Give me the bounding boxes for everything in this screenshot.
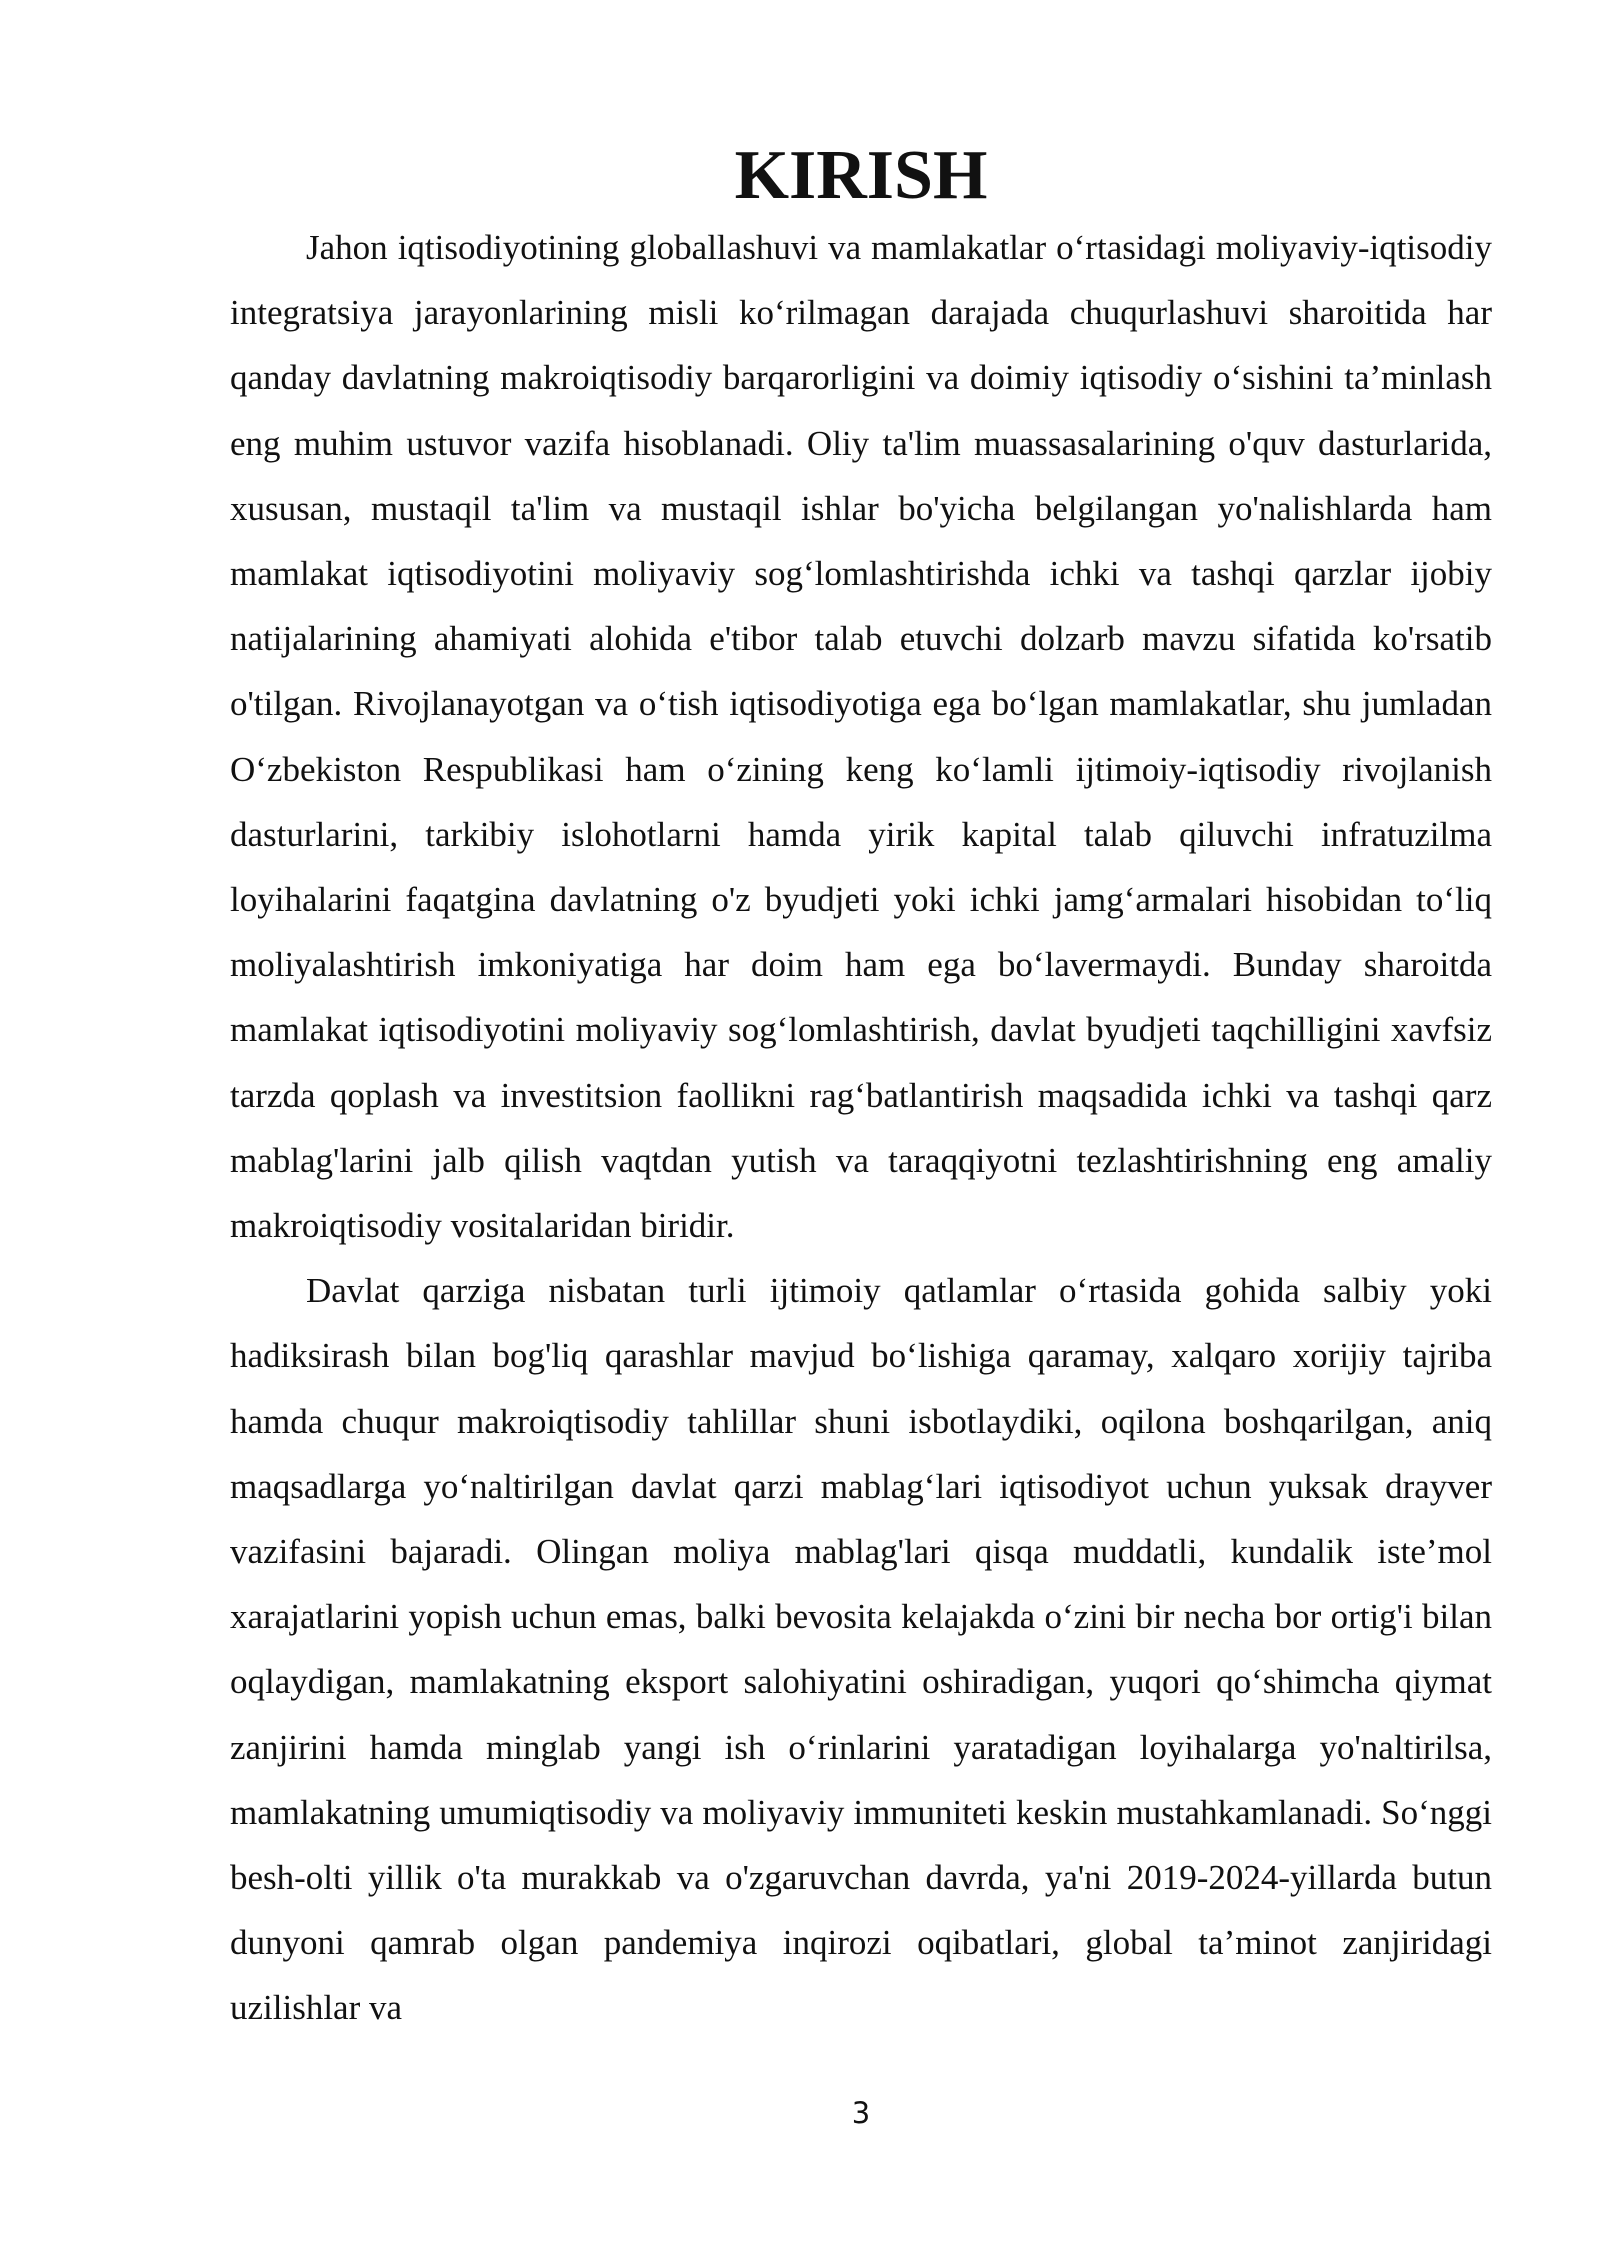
page-number: 3	[851, 2096, 871, 2130]
paragraph-2: Davlat qarziga nisbatan turli ijtimoiy qatlamlar o‘rtasida gohida salbiy yoki hadiksirash bilan bog'liq qarashlar mavjud bo‘lishiga qaramay, xalqaro xorijiy tajriba hamda chuqur makroiqtisodiy tahlillar shuni isbotlaydiki, oqilona boshqarilgan, aniq maqsadlarga yo‘naltirilgan davlat qarzi mablag‘lari iqtisodiyot uchun yuksak drayver vazifasini bajaradi. Olingan moliya mablag'lari qisqa muddatli, kundalik iste’mol xarajatlarini yopish uchun emas, balki bevosita kelajakda o‘zini bir necha bor ortig'i bilan oqlaydigan, mamlakatning eksport salohiyatini oshiradigan, yuqori qo‘shimcha qiymat zanjirini hamda minglab yangi ish o‘rinlarini yaratadigan loyihalarga yo'naltirilsa, mamlakatning umumiqtisodiy va moliyaviy immuniteti keskin mustahkamlanadi. So‘nggi besh-olti yillik o'ta murakkab va o'zgaruvchan davrda, ya'ni 2019-2024-yillarda butun dunyoni qamrab olgan pandemiya inqirozi oqibatlari, global ta’minot zanjiridagi uzilishlar va	[230, 1271, 1492, 2028]
paragraph-1: Jahon iqtisodiyotining globallashuvi va mamlakatlar o‘rtasidagi moliyaviy-iqtisodiy integratsiya jarayonlarining misli ko‘rilmagan darajada chuqurlashuvi sharoitida har qanday davlatning makroiqtisodiy barqarorligini va doimiy iqtisodiy o‘sishini ta’minlash eng muhim ustuvor vazifa hisoblanadi. Oliy ta'lim muassasalarining o'quv dasturlarida, xususan, mustaqil ta'lim va mustaqil ishlar bo'yicha belgilangan yo'nalishlarda ham mamlakat iqtisodiyotini moliyaviy sog‘lomlashtirishda ichki va tashqi qarzlar ijobiy natijalarining ahamiyati alohida e'tibor talab etuvchi dolzarb mavzu sifatida ko'rsatib o'tilgan. Rivojlanayotgan va o‘tish iqtisodiyotiga ega bo‘lgan mamlakatlar, shu jumladan O‘zbekiston Respublikasi ham o‘zining keng ko‘lamli ijtimoiy-iqtisodiy rivojlanish dasturlarini, tarkibiy islohotlarni hamda yirik kapital talab qiluvchi infratuzilma loyihalarini faqatgina davlatning o'z byudjeti yoki ichki jamg‘armalari hisobidan to‘liq moliyalashtirish imkoniyatiga har doim ham ega bo‘lavermaydi. Bunday sharoitda mamlakat iqtisodiyotini moliyaviy sog‘lomlashtirish, davlat byudjeti taqchilligini xavfsiz tarzda qoplash va investitsion faollikni rag‘batlantirish maqsadida ichki va tashqi qarz mablag'larini jalb qilish vaqtdan yutish va taraqqiyotni tezlashtirishning eng amaliy makroiqtisodiy vositalaridan biridir.	[230, 228, 1492, 1246]
section-title: KIRISH	[734, 137, 988, 214]
page-content	[230, 137, 1492, 2041]
